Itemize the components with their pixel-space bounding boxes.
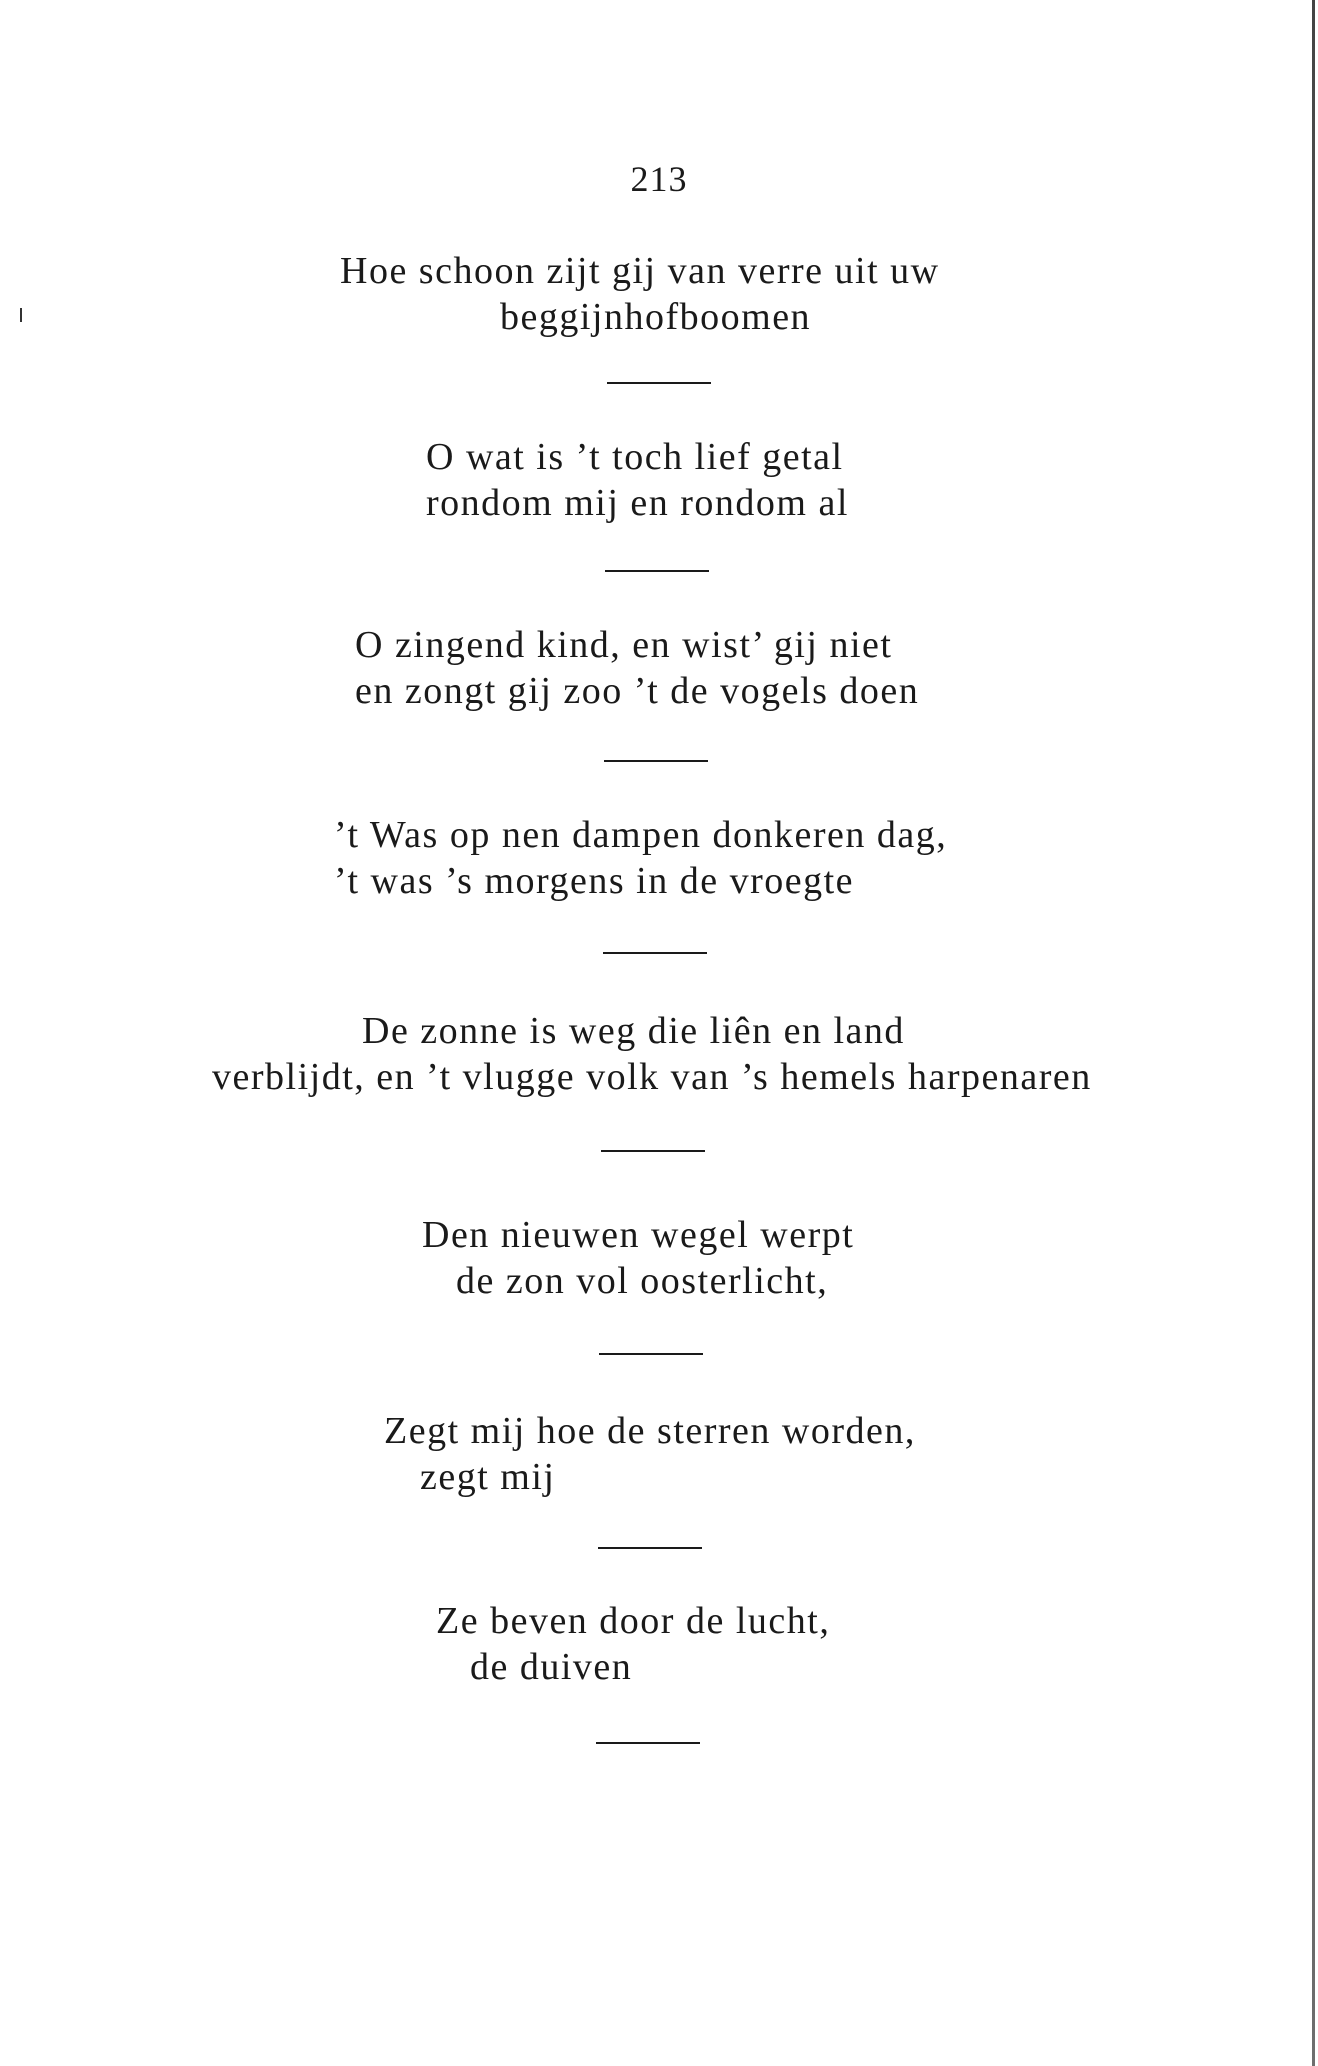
stanza-divider bbox=[605, 570, 709, 572]
stanza-2 bbox=[0, 434, 1318, 526]
stanza-6 bbox=[0, 1212, 1318, 1304]
stanza-line: verblijdt, en ’t vlugge volk van ’s hemels harpenaren bbox=[212, 1056, 1092, 1098]
stanza-line: ’t was ’s morgens in de vroegte bbox=[334, 860, 855, 902]
stanza-line: beggijnhofboomen bbox=[500, 296, 812, 338]
stanza-line: de zon vol oosterlicht, bbox=[456, 1260, 829, 1302]
stanza-5 bbox=[0, 1008, 1318, 1100]
stanza-divider bbox=[604, 760, 708, 762]
stanza-divider bbox=[598, 1547, 702, 1549]
page-number: 213 bbox=[630, 159, 688, 199]
stanza-divider bbox=[599, 1353, 703, 1355]
stanza-8 bbox=[0, 1598, 1318, 1690]
stanza-line: Hoe schoon zijt gij van verre uit uw bbox=[340, 250, 940, 292]
stanza-line: Zegt mij hoe de sterren worden, bbox=[384, 1410, 916, 1452]
stanza-line: O wat is ’t toch lief getal bbox=[426, 436, 844, 478]
stanza-line: rondom mij en rondom al bbox=[426, 482, 849, 524]
stanza-divider bbox=[601, 1150, 705, 1152]
stanza-line: Ze beven door de lucht, bbox=[436, 1600, 831, 1642]
stanza-line: De zonne is weg die liên en land bbox=[362, 1010, 905, 1052]
stanza-line: ’t Was op nen dampen donkeren dag, bbox=[334, 814, 948, 856]
stanza-line: O zingend kind, en wist’ gij niet bbox=[355, 624, 893, 666]
stanza-line: de duiven bbox=[470, 1646, 633, 1688]
stanza-divider bbox=[596, 1742, 700, 1744]
stanza-divider bbox=[603, 952, 707, 954]
stanza-line: Den nieuwen wegel werpt bbox=[422, 1214, 855, 1256]
stanza-divider bbox=[607, 382, 711, 384]
stanza-line: zegt mij bbox=[420, 1456, 556, 1498]
stanza-3 bbox=[0, 622, 1318, 714]
stanza-line: en zongt gij zoo ’t de vogels doen bbox=[355, 670, 920, 712]
stanza-7 bbox=[0, 1408, 1318, 1500]
stanza-1 bbox=[0, 248, 1318, 340]
stanza-4 bbox=[0, 812, 1318, 904]
